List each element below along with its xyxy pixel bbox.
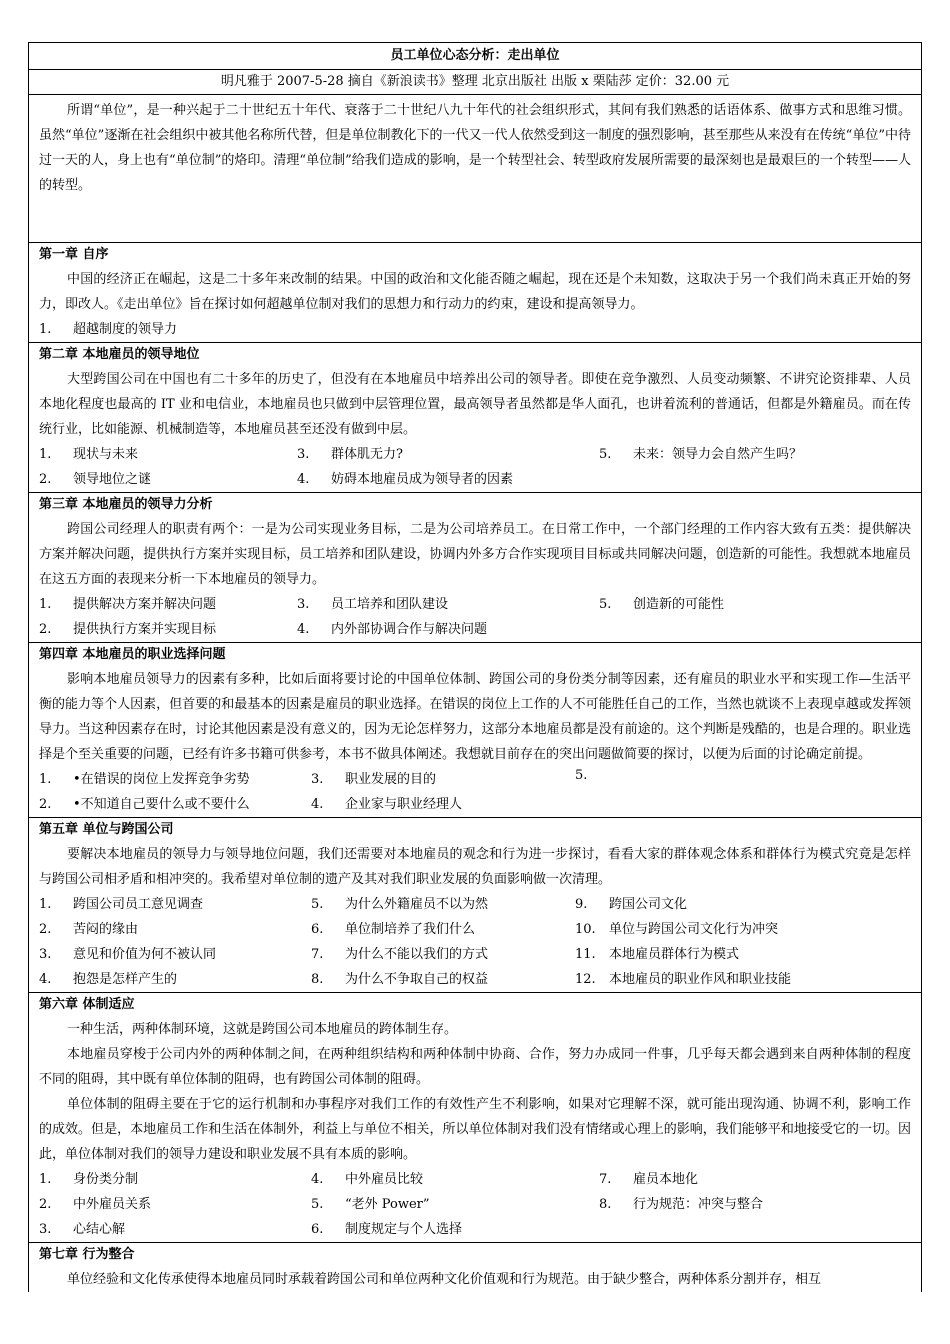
toc-item: 3. 意见和价值为何不被认同 bbox=[39, 947, 217, 962]
chapter-section bbox=[29, 818, 921, 993]
toc-item: 1. 身份类分制 bbox=[39, 1172, 139, 1187]
toc-item: 5. “老外 Power” bbox=[311, 1197, 430, 1212]
toc-item: 4. 企业家与职业经理人 bbox=[311, 797, 463, 812]
toc-item: 3. 心结心解 bbox=[39, 1222, 126, 1237]
chapter-section bbox=[29, 343, 921, 493]
toc-item: 1. 提供解决方案并解决问题 bbox=[39, 597, 217, 612]
toc-item: 6. 单位制培养了我们什么 bbox=[311, 922, 476, 937]
toc-item: 2. •不知道自己要什么或不要什么 bbox=[39, 797, 250, 812]
toc-item: 3. 职业发展的目的 bbox=[311, 772, 437, 787]
toc-item: 1. 跨国公司员工意见调查 bbox=[39, 897, 204, 912]
chapter-title: 第六章 体制适应 bbox=[39, 997, 135, 1012]
toc-item: 5. 创造新的可能性 bbox=[599, 597, 725, 612]
chapter-paragraph: 单位经验和文化传承使得本地雇员同时承载着跨国公司和单位两种文化价值观和行为规范。由于缺少整合，两种体系分割并存，相互 bbox=[67, 1272, 822, 1287]
toc-item: 1. •在错误的岗位上发挥竞争劣势 bbox=[39, 772, 250, 787]
toc-item: 1. 超越制度的领导力 bbox=[39, 322, 178, 337]
toc-item: 4. 中外雇员比较 bbox=[311, 1172, 424, 1187]
chapter-paragraph: 一种生活，两种体制环境，这就是跨国公司本地雇员的跨体制生存。 bbox=[67, 1022, 458, 1037]
intro-section bbox=[29, 95, 921, 243]
toc-item: 11. 本地雇员群体行为模式 bbox=[575, 947, 740, 962]
toc-item: 12. 本地雇员的职业作风和职业技能 bbox=[575, 972, 792, 987]
toc-item: 4. 内外部协调合作与解决问题 bbox=[297, 622, 488, 637]
chapter-paragraph: 要解决本地雇员的领导力与领导地位问题，我们还需要对本地雇员的观念和行为进一步探讨，看看大家的群体观念体系和群体行为模式究竟是怎样与跨国公司相矛盾和相冲突的。我希望对单位制的遗产及其对我们职业发展的负面影响做一次清理。 bbox=[39, 847, 911, 887]
chapter-section bbox=[29, 1243, 921, 1292]
toc-item: 9. 跨国公司文化 bbox=[575, 897, 688, 912]
chapter-paragraph: 影响本地雇员领导力的因素有多种，比如后面将要讨论的中国单位体制、跨国公司的身份类分制等因素，还有雇员的职业水平和实现工作—生活平衡的能力等个人因素，但首要的和最基本的因素是雇员的职业选择。在错误的岗位上工作的人不可能胜任自己的工作，当然也就谈不上表现卓越或发挥领导力。当这种因素存在时，讨论其他因素是没有意义的，因为无论怎样努力，这部分本地雇员都是没有前途的。这个判断是残酷的，也是合理的。职业选择是个至关重要的问题，已经有许多书籍可供参考，本书不做具体阐述。我想就目前存在的突出问题做简要的探讨，以便为后面的讨论确定前提。 bbox=[39, 672, 911, 762]
chapter-paragraph: 单位体制的阻碍主要在于它的运行机制和办事程序对我们工作的有效性产生不利影响，如果对它理解不深，就可能出现沟通、协调不利，影响工作的成效。但是，本地雇员工作和生活在体制外，利益上与单位不相关，所以单位体制对我们没有情绪或心理上的影响，我们能够平和地接受它的一切。因此，单位体制对我们的领导力建设和职业发展不具有本质的影响。 bbox=[39, 1097, 911, 1162]
toc-item: 7. 雇员本地化 bbox=[599, 1172, 699, 1187]
chapter-section bbox=[29, 243, 921, 343]
toc-item: 10. 单位与跨国公司文化行为冲突 bbox=[575, 922, 779, 937]
toc-item: 3. 员工培养和团队建设 bbox=[297, 597, 449, 612]
document-table bbox=[28, 42, 922, 1292]
toc-item: 2. 苦闷的缘由 bbox=[39, 922, 139, 937]
toc-item: 8. 为什么不争取自己的权益 bbox=[311, 972, 489, 987]
chapter-section bbox=[29, 643, 921, 818]
toc-item: 3. 群体肌无力? bbox=[297, 447, 403, 462]
chapter-paragraph: 跨国公司经理人的职责有两个：一是为公司实现业务目标，二是为公司培养员工。在日常工作中，一个部门经理的工作内容大致有五类：提供解决方案并解决问题，提供执行方案并实现目标，员工培养和团队建设，协调内外多方合作实现项目目标或共同解决问题，创造新的可能性。我想就本地雇员在这五方面的表现来分析一下本地雇员的领导力。 bbox=[39, 522, 911, 587]
chapter-section bbox=[29, 993, 921, 1243]
document-title: 员工单位心态分析：走出单位 bbox=[29, 43, 921, 70]
toc-item: 6. 制度规定与个人选择 bbox=[311, 1222, 463, 1237]
toc-item: 4. 抱怨是怎样产生的 bbox=[39, 972, 178, 987]
toc-item: 8. 行为规范：冲突与整合 bbox=[599, 1197, 764, 1212]
chapter-paragraph: 本地雇员穿梭于公司内外的两种体制之间，在两种组织结构和两种体制中协商、合作，努力办成同一件事，几乎每天都会遇到来自两种体制的程度不同的阻碍，其中既有单位体制的阻碍，也有跨国公司体制的阻碍。 bbox=[39, 1047, 911, 1087]
toc-item: 2. 中外雇员关系 bbox=[39, 1197, 152, 1212]
chapter-title: 第四章 本地雇员的职业选择问题 bbox=[39, 647, 226, 662]
toc-item: 5. 未来：领导力会自然产生吗？ bbox=[599, 447, 803, 462]
toc-item: 2. 领导地位之谜 bbox=[39, 472, 152, 487]
toc-item: 7. 为什么不能以我们的方式 bbox=[311, 947, 489, 962]
toc-item: 1. 现状与未来 bbox=[39, 447, 139, 462]
chapter-title: 第一章 自序 bbox=[39, 247, 109, 262]
toc-item: 5. bbox=[575, 768, 588, 783]
chapter-title: 第二章 本地雇员的领导地位 bbox=[39, 347, 200, 362]
chapter-title: 第七章 行为整合 bbox=[39, 1247, 135, 1262]
toc-item: 4. 妨碍本地雇员成为领导者的因素 bbox=[297, 472, 514, 487]
intro-paragraph: 所谓“单位”，是一种兴起于二十世纪五十年代、衰落于二十世纪八九十年代的社会组织形式，其间有我们熟悉的话语体系、做事方式和思维习惯。虽然“单位”逐渐在社会组织中被其他名称所代替，但是单位制教化下的一代又一代人依然受到这一制度的强烈影响，甚至那些从来没有在传统“单位”中待过一天的人，身上也有“单位制”的烙印。清理“单位制”给我们造成的影响，是一个转型社会、转型政府发展所需要的最深刻也是最艰巨的一个转型——人的转型。 bbox=[39, 103, 911, 193]
chapter-title: 第五章 单位与跨国公司 bbox=[39, 822, 174, 837]
chapter-paragraph: 中国的经济正在崛起，这是二十多年来改制的结果。中国的政治和文化能否随之崛起，现在还是个未知数，这取决于另一个我们尚未真正开始的努力，即改人。《走出单位》旨在探讨如何超越单位制对我们的思想力和行动力的约束，建设和提高领导力。 bbox=[39, 272, 911, 312]
document-meta: 明凡雅于 2007-5-28 摘自《新浪读书》整理 北京出版社 出版 x 栗陆莎 定价：32.00 元 bbox=[29, 70, 921, 95]
toc-item: 2. 提供执行方案并实现目标 bbox=[39, 622, 217, 637]
chapter-title: 第三章 本地雇员的领导力分析 bbox=[39, 497, 213, 512]
chapter-section bbox=[29, 493, 921, 643]
toc-item: 5. 为什么外籍雇员不以为然 bbox=[311, 897, 489, 912]
chapter-paragraph: 大型跨国公司在中国也有二十多年的历史了，但没有在本地雇员中培养出公司的领导者。即使在竞争激烈、人员变动频繁、不讲究论资排辈、人员本地化程度也最高的 IT 业和电信业，本地雇员也只做到中层管理位置，最高领导者虽然都是华人面孔，也讲着流利的普通话，但都是外籍雇员。而在传统行业，比如能源、机械制造等，本地雇员甚至还没有做到中层。 bbox=[39, 372, 911, 437]
